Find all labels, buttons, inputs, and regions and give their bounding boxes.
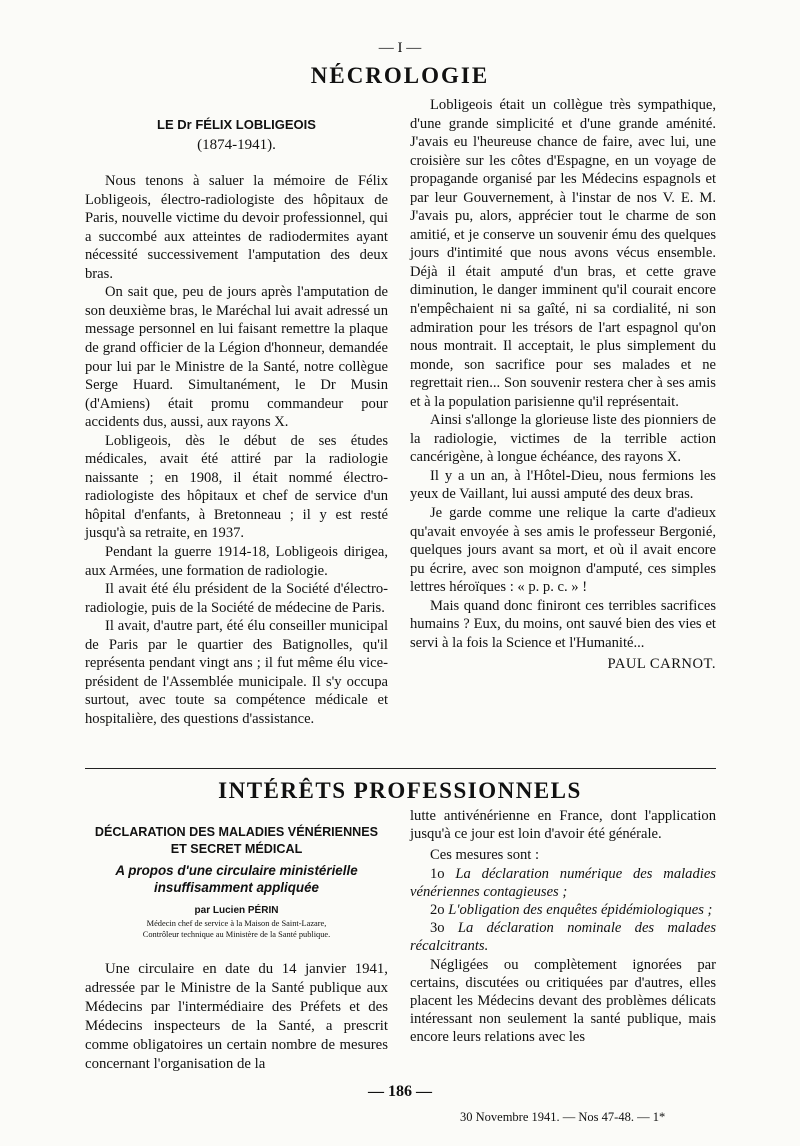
article-title-secret: ET SECRET MÉDICAL: [170, 842, 303, 856]
measure-number: 2o: [430, 902, 445, 919]
measure-item: [410, 919, 716, 955]
measure-text: La déclaration nominale des malades récalcitrants.: [410, 920, 716, 955]
paragraph: Lobligeois était un collègue très sympathique, d'une grande simplicité et d'une grande aménité. J'avais eu l'heureuse chance de faire, avec lui, une croisière sur les côtes d'Espagne, en un voyage de propagande organisé par les Médecins espagnols et par leur Gouvernement, à l'instar de nos V. E. M. J'avais pu, alors, apprécier tout le charme de son amitié, et je conserve un souvenir ému des quelques jours d'intimité que nous avons vécus ensemble. Déjà il était amputé d'un bras, et cette grave diminution, le danger imminent qu'il courait encore n'empêchaient ni sa gaîté, ni sa cordialité, ni son admiration pour les trésors de l'art espagnol qu'on nous montrait. Il acceptait, le plus simplement du monde, son sacrifice pour ses malades et ne regrettait rien... Son souvenir restera cher à ses amis et à la population parisienne qu'il représentait.: [410, 97, 716, 410]
page-marker: — I —: [378, 40, 422, 56]
measure-number: 1o: [430, 865, 445, 882]
article-title-declaration: DÉCLARATION DES MALADIES VÉNÉRIENNES: [94, 825, 379, 839]
paragraph: Mais quand donc finiront ces terribles sacrifices humains ? Eux, du moins, ont sauvé bien des vies et servi à la fois la Science et l'Humanité...: [410, 597, 716, 651]
section-title-interets: INTÉRÊTS PROFESSIONNELS: [218, 778, 582, 803]
paragraph: Négligées ou complètement ignorées par certains, discutées ou critiquées par d'autres, elles placent les Médecins devant des problèmes délicats intéressant non seulement la santé publique, mais encore leurs relations avec les: [410, 956, 716, 1046]
measure-text: La déclaration numérique des maladies vénériennes contagieuses ;: [410, 865, 716, 900]
paragraph: Nous tenons à saluer la mémoire de Félix Lobligeois, électro-radiologiste des hôpitaux de Paris, nouvelle victime du devoir professionnel, qui a succombé aux atteintes de radiodermites ayant nécessité successivement l'amputation des deux bras.: [85, 173, 388, 282]
necrology-left-column: [85, 116, 388, 729]
measures-intro: Ces mesures sont :: [430, 847, 540, 864]
affiliation: Médecin chef de service à la Maison de Saint-Lazare,: [146, 919, 327, 928]
paragraph: Lobligeois, dès le début de ses études médicales, avait été attiré par la radiologie naissante ; en 1908, il était nommé électro-radiologiste des hôpitaux et chef de service d'un hôpital d'enfants, à Bretonneau ; il y est resté jusqu'à sa retraite, en 1937.: [85, 432, 388, 542]
professional-right-column: [410, 807, 716, 1047]
affiliation-2: Contrôleur technique au Ministère de la Santé publique.: [142, 930, 331, 939]
paragraph: Je garde comme une relique la carte d'adieux qu'avait envoyée à ses amis le professeur Bergonié, quelques jours avant sa mort, et où il avait encore pu écrire, avec son moignon d'amputé, ces simples lettres héroïques : « p. p. c. » !: [410, 505, 716, 596]
paragraph: Il y a un an, à l'Hôtel-Dieu, nous fermions les yeux de Vaillant, lui aussi amputé des deux bras.: [410, 467, 716, 503]
article-dates: (1874-1941).: [197, 136, 276, 153]
professional-left-column: [85, 824, 388, 1074]
paragraph: lutte antivénérienne en France, dont l'application jusqu'à ce jour est loin d'avoir été générale.: [410, 808, 716, 843]
issue-info: 30 Novembre 1941. — Nos 47-48. — 1*: [460, 1110, 666, 1124]
necrology-right-column: [410, 96, 716, 674]
measure-item: [410, 901, 716, 919]
page-number: — 186 —: [368, 1083, 432, 1100]
section-title-necrologie: NÉCROLOGIE: [310, 63, 490, 88]
measure-item: [410, 865, 716, 901]
signature: PAUL CARNOT.: [607, 656, 716, 673]
measure-text: L'obligation des enquêtes épidémiologiques ;: [448, 902, 713, 919]
paragraph: Ainsi s'allonge la glorieuse liste des pionniers de la radiologie, victimes de la terrible action cancérigène, à longue échéance, des rayons X.: [410, 412, 716, 466]
paragraph: Pendant la guerre 1914-18, Lobligeois dirigea, aux Armées, une formation de radiologie.: [85, 544, 388, 579]
measure-number: 3o: [430, 920, 445, 937]
section-divider: [85, 768, 716, 769]
article-title-lobligeois: LE Dr FÉLIX LOBLIGEOIS: [157, 117, 316, 132]
article-subtitle-2: insuffisamment appliquée: [154, 880, 319, 895]
article-subtitle: A propos d'une circulaire ministérielle: [115, 863, 358, 878]
byline: par Lucien PÉRIN: [194, 905, 279, 916]
paragraph: Il avait été élu président de la Société d'électro-radiologie, puis de la Société de médecine de Paris.: [85, 581, 388, 616]
paragraph: On sait que, peu de jours après l'amputation de son deuxième bras, le Maréchal lui avait adressé un message personnel en lui faisant remettre la plaque de grand officier de la Légion d'honneur, demandée pour lui par le Ministre de la Santé, notre collègue Serge Huard. Simultanément, le Dr Musin (d'Amiens) était promu commandeur pour accidents dus, aussi, aux rayons X.: [85, 284, 388, 431]
paragraph: Une circulaire en date du 14 janvier 1941, adressée par le Ministre de la Santé publique aux Médecins par l'intermédiaire des Préfets et des Médecins inspecteurs de la Santé, a prescrit comme obligatoires un certain nombre de mesures concernant l'organisation de la: [85, 961, 388, 1072]
paragraph: Il avait, d'autre part, été élu conseiller municipal de Paris par le quartier des Batignolles, qu'il représenta pendant vingt ans ; il fut même élu vice-président de l'Assemblée municipale. Il s'y occupa surtout, avec toute sa compétence médicale et hospitalière, des questions d'assistance.: [85, 618, 388, 727]
